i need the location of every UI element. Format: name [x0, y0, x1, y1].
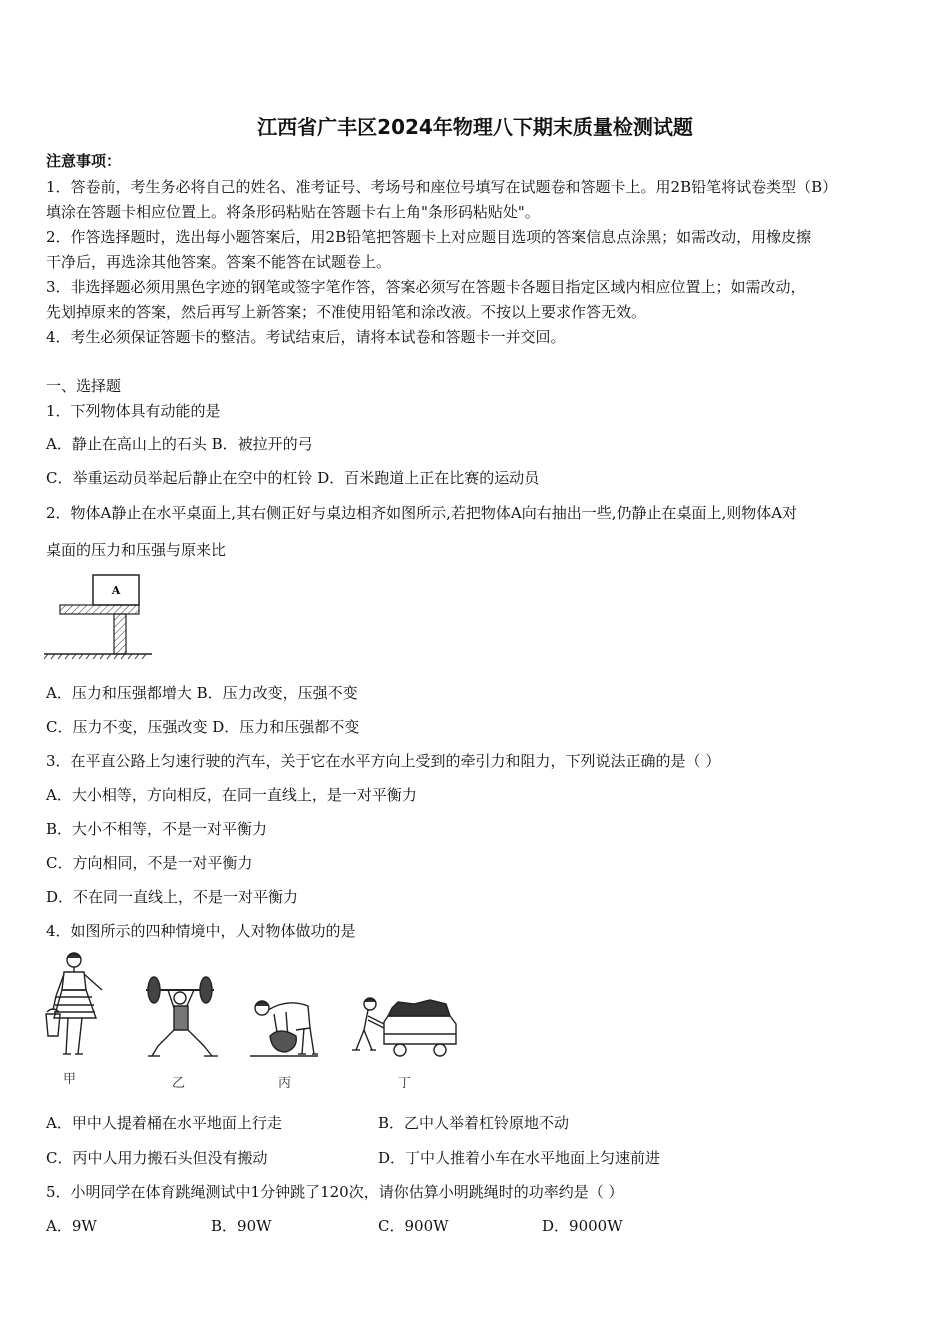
q1-options-ab: A．静止在高山上的石头 B．被拉开的弓	[46, 435, 313, 453]
q2-options-cd: C．压力不变，压强改变 D．压力和压强都不变	[46, 718, 360, 736]
q4-option-d: D．丁中人推着小车在水平地面上匀速前进	[378, 1149, 661, 1167]
q1-stem: 1．下列物体具有动能的是	[46, 402, 221, 420]
notice-heading: 注意事项：	[46, 152, 122, 170]
q4-option-a: A．甲中人提着桶在水平地面上行走	[46, 1114, 282, 1132]
caption-yi: 乙	[172, 1076, 186, 1091]
caption-ding: 丁	[398, 1076, 412, 1091]
notice-line: 3．非选择题必须用黑色字迹的钢笔或签字笔作答，答案必须写在答题卡各题目指定区域内相应位置上；如需改动，	[46, 278, 806, 296]
q5-option-b: B．90W	[211, 1217, 272, 1235]
notice-line: 填涂在答题卡相应位置上。将条形码粘贴在答题卡右上角"条形码粘贴处"。	[46, 203, 540, 221]
block-a-label: A	[111, 584, 121, 597]
q3-stem: 3．在平直公路上匀速行驶的汽车，关于它在水平方向上受到的牵引力和阻力，下列说法正确的是（ ）	[46, 752, 721, 770]
q5-option-c: C．900W	[378, 1217, 449, 1235]
notice-line: 4．考生必须保证答题卡的整洁。考试结束后，请将本试卷和答题卡一并交回。	[46, 328, 566, 346]
q4-option-c: C．丙中人用力搬石头但没有搬动	[46, 1149, 268, 1167]
notice-line: 干净后，再选涂其他答案。答案不能答在试题卷上。	[46, 253, 392, 271]
q1-options-cd: C．举重运动员举起后静止在空中的杠铃 D．百米跑道上正在比赛的运动员	[46, 469, 540, 487]
section-heading: 一、选择题	[46, 377, 122, 395]
notice-line: 1．答卷前，考生务必将自己的姓名、准考证号、考场号和座位号填写在试题卷和答题卡上。用2B铅笔将试卷类型（B）	[46, 178, 838, 196]
q5-stem: 5．小明同学在体育跳绳测试中1分钟跳了120次，请你估算小明跳绳时的功率约是（ ）	[46, 1183, 624, 1201]
figure-bing-stone	[246, 994, 320, 1064]
q3-option-c: C．方向相同，不是一对平衡力	[46, 854, 253, 872]
caption-bing: 丙	[278, 1076, 292, 1091]
table-block-figure	[44, 570, 156, 662]
table-leg	[114, 614, 126, 654]
q2-stem: 2．物体A静止在水平桌面上,其右侧正好与桌边相齐如图所示,若把物体A向右抽出一些,仍静止在桌面上,则物体A对	[46, 504, 798, 522]
notice-line: 2．作答选择题时，选出每小题答案后，用2B铅笔把答题卡上对应题目选项的答案信息点涂黑；如需改动，用橡皮擦	[46, 228, 812, 246]
q3-option-b: B．大小不相等，不是一对平衡力	[46, 820, 268, 838]
notice-line: 先划掉原来的答案，然后再写上新答案；不准使用铅笔和涂改液。不按以上要求作答无效。	[46, 303, 647, 321]
table-top	[60, 605, 139, 614]
q5-option-a: A．9W	[46, 1217, 97, 1235]
page-title: 江西省广丰区2024年物理八下期末质量检测试题	[257, 115, 693, 139]
caption-jia: 甲	[63, 1072, 77, 1087]
q3-option-a: A．大小相等，方向相反，在同一直线上，是一对平衡力	[46, 786, 417, 804]
figure-jia-bucket	[44, 950, 116, 1065]
q4-stem: 4．如图所示的四种情境中，人对物体做功的是	[46, 922, 356, 940]
q2-options-ab: A．压力和压强都增大 B．压力改变，压强不变	[46, 684, 358, 702]
q2-stem-cont: 桌面的压力和压强与原来比	[46, 541, 227, 559]
figure-ding-cart	[342, 994, 462, 1062]
q3-option-d: D．不在同一直线上，不是一对平衡力	[46, 888, 299, 906]
q5-option-d: D．9000W	[542, 1217, 623, 1235]
figure-yi-weightlifter	[138, 968, 220, 1064]
q4-option-b: B．乙中人举着杠铃原地不动	[378, 1114, 570, 1132]
